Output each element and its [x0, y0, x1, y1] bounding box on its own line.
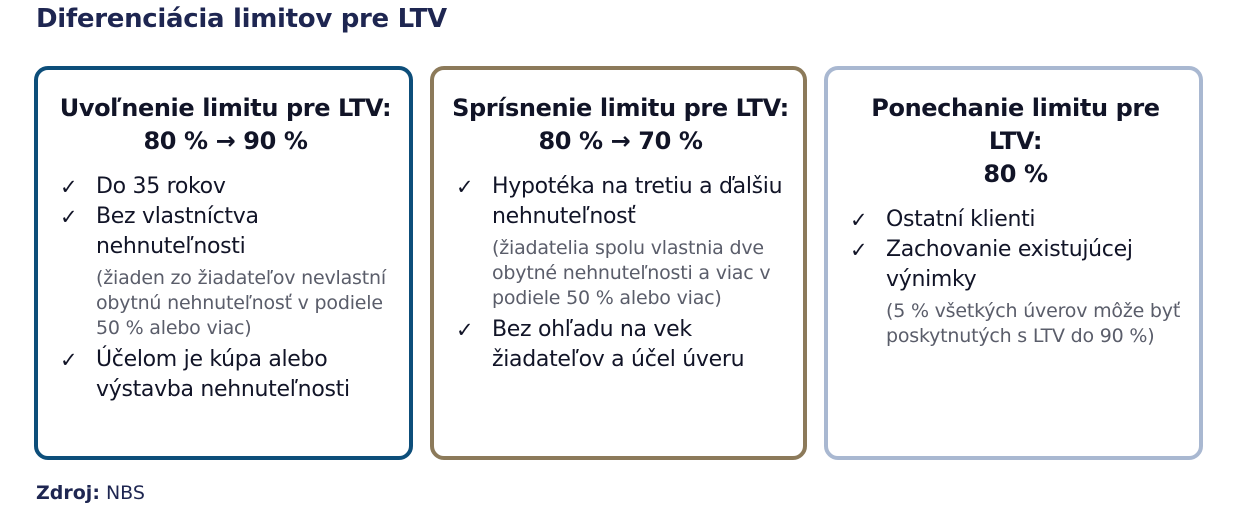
item-text: Do 35 rokov [96, 174, 226, 199]
list-item [452, 315, 789, 375]
checkmark-icon: ✓ [60, 205, 78, 229]
list-item [56, 345, 395, 405]
page-title: Diferenciácia limitov pre LTV [36, 4, 447, 34]
item-text: Účelom je kúpa alebo výstavba nehnuteľnosti [96, 347, 350, 402]
list-item [452, 172, 789, 311]
card-title [846, 92, 1185, 191]
card-ltv-unchanged [824, 66, 1203, 460]
card-ltv-relaxation [34, 66, 413, 460]
checkmark-icon: ✓ [456, 175, 474, 199]
card-title-value: 80 % → 90 % [143, 127, 308, 155]
item-text: Hypotéka na tretiu a ďalšiu nehnuteľnosť [492, 174, 783, 229]
list-item [846, 205, 1185, 235]
source-label: Zdroj: [36, 482, 100, 504]
card-title [452, 92, 789, 158]
checkmark-icon: ✓ [60, 348, 78, 372]
item-note: (žiaden zo žiadateľov nevlastní obytnú nehnuteľnosť v podiele 50 % alebo viac) [96, 267, 386, 339]
card-title-value: 80 % → 70 % [538, 127, 703, 155]
item-text: Ostatní klienti [886, 207, 1036, 232]
criteria-list [452, 172, 789, 375]
list-item [846, 235, 1185, 349]
card-title-line: Uvoľnenie limitu pre LTV: [59, 94, 392, 122]
source-value: NBS [105, 482, 145, 504]
item-note: (žiadatelia spolu vlastnia dve obytné nehnuteľnosti a viac v podiele 50 % alebo viac) [492, 237, 771, 309]
list-item [56, 172, 395, 202]
checkmark-icon: ✓ [60, 175, 78, 199]
criteria-list [846, 205, 1185, 349]
checkmark-icon: ✓ [850, 208, 868, 232]
card-title [56, 92, 395, 158]
card-title-line: Ponechanie limitu pre LTV: [871, 94, 1160, 155]
checkmark-icon: ✓ [850, 238, 868, 262]
card-ltv-tightening [430, 66, 807, 460]
item-note: (5 % všetkých úverov môže byť poskytnutých s LTV do 90 %) [886, 300, 1181, 347]
item-text: Bez ohľadu na vek žiadateľov a účel úveru [492, 317, 745, 372]
source-note [36, 482, 145, 504]
item-text: Bez vlastníctva nehnuteľnosti [96, 204, 259, 259]
card-title-line: Sprísnenie limitu pre LTV: [452, 94, 789, 122]
list-item [56, 202, 395, 341]
criteria-list [56, 172, 395, 405]
checkmark-icon: ✓ [456, 318, 474, 342]
item-text: Zachovanie existujúcej výnimky [886, 237, 1133, 292]
card-title-value: 80 % [983, 160, 1048, 188]
